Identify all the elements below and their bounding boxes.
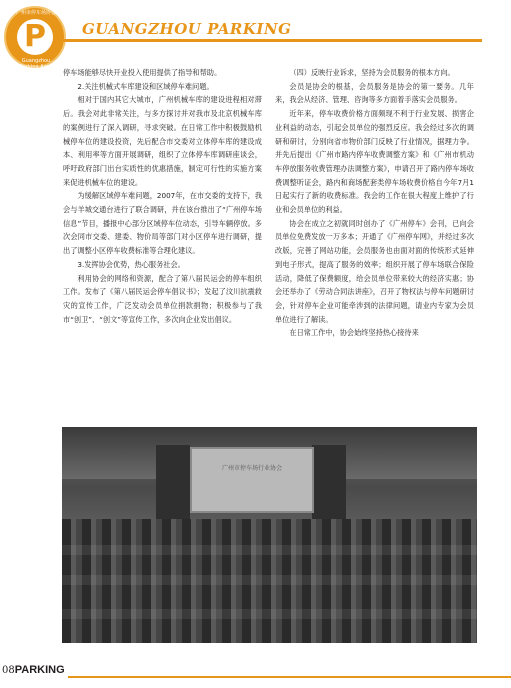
photo-curtain-right bbox=[312, 445, 346, 519]
paragraph: 近年来，停车收费价格方面频现不利于行业发展、损害企业利益的动态，引起会员单位的强烈反应。我会经过多次的调研和研讨，分别向省市物价部门反映了行业情况，据理力争。并先后提出《广州市路内停车收费调整方案》和《广州市机动车停放服务收费管理办法调整方案》，申请召开了路内停车场收费调整听证会，路内和商场配套类停车场收费价格自今年7月1日起实行了新的收费标准。我会的工作在很大程度上维护了行业和会员单位的利益。 bbox=[275, 109, 474, 215]
page-number: 08 bbox=[2, 665, 15, 676]
paragraph: 2.关注机械式车库建设和区域停车难问题。 bbox=[77, 81, 214, 91]
paragraph: 利用协会的网络和资源，配合了第八届民运会的停车组织工作。发布了《第八届民运会停车倡议书》；发起了汶川抗震救灾的宣传工作，广泛发动会员单位捐款捐物；积极参与了我市“创卫”、“创文”等宣传工作，多次向企业发出倡议。 bbox=[63, 273, 262, 324]
footer-rule bbox=[68, 676, 511, 678]
page-footer bbox=[2, 664, 65, 676]
paragraph: 会员是协会的根基，会员服务是协会的第一要务。几年来，我会从经济、管理、咨询等多方面着手落实会员服务。 bbox=[275, 81, 474, 105]
photo-seat-row bbox=[62, 609, 477, 619]
paragraph: 协会在成立之初就同时创办了《广州停车》会刊，已向会员单位免费发放一万多本；开通了《广州停车网》，并经过多次改版，完善了网站功能，会员服务也由面对面的传统形式延伸到电子形式，提高了服务的效率；组织开展了停车场联合保险活动，降低了保费额度，给会员单位带来较大的经济实惠；协会还举办了《劳动合同法讲座》，召开了物权法与停车问题研讨会，针对停车企业可能牵涉到的法律问题，请业内专家为会员单位进行了解读。 bbox=[275, 218, 474, 324]
photo-stage-banner bbox=[190, 447, 314, 513]
logo-ring-text-top: 广州市停车场协会 bbox=[16, 10, 57, 16]
paragraph: 在日常工作中，协会始终坚持热心接待来 bbox=[289, 328, 419, 338]
stage-banner-text: 广州市停车场行业协会 bbox=[221, 465, 282, 472]
paragraph: 相对于国内其它大城市，广州机械车库的建设进程相对滞后。我会对此非常关注，与多方探讨并对我市及北京机械车库的案例进行了深入调研，寻求突破。在日常工作中积极鼓励机械停车位的建设投资，先后配合市交委对立体停车库的建设成本、利用率等方面开展调研，组织了立体停车库调研座谈会，呼吁政府部门出台实质性的优惠措施，制定可行性的实施方案来促进机械车位的建设。 bbox=[63, 95, 262, 187]
logo-center bbox=[17, 19, 53, 55]
association-logo bbox=[4, 6, 66, 68]
photo-seat-row bbox=[62, 575, 477, 585]
article-column-left bbox=[63, 66, 262, 326]
logo-ring-text-bottom: Guangzhou Parking Assn bbox=[20, 58, 52, 70]
magazine-title: GUANGZHOU PARKING bbox=[82, 20, 292, 38]
paragraph: 为缓解区域停车难问题，2007年，在市交委的支持下，我会与羊城交通台进行了联合调研，并在该台推出了“广州停车场信息”节目，播报中心部分区域停车位动态，引导车辆停放。多次会同市交委、建委、物价局等部门对小区停车进行调研，提出了调整小区停车收费标准等合理化建议。 bbox=[63, 191, 262, 256]
photo-seat-row bbox=[62, 545, 477, 555]
paragraph: （四）反映行业诉求，坚持为会员服务的根本方向。 bbox=[289, 68, 455, 77]
footer-label: PARKING bbox=[14, 664, 65, 676]
paragraph: 3.发挥协会优势，热心服务社会。 bbox=[77, 259, 185, 269]
paragraph: 停车场能够尽快开业投入使用提供了指导和帮助。 bbox=[63, 68, 222, 77]
article-column-right bbox=[275, 66, 474, 340]
conference-photo bbox=[62, 427, 477, 643]
logo-letter: P bbox=[24, 19, 46, 54]
photo-curtain-left bbox=[156, 445, 190, 519]
header-rule bbox=[62, 39, 482, 42]
